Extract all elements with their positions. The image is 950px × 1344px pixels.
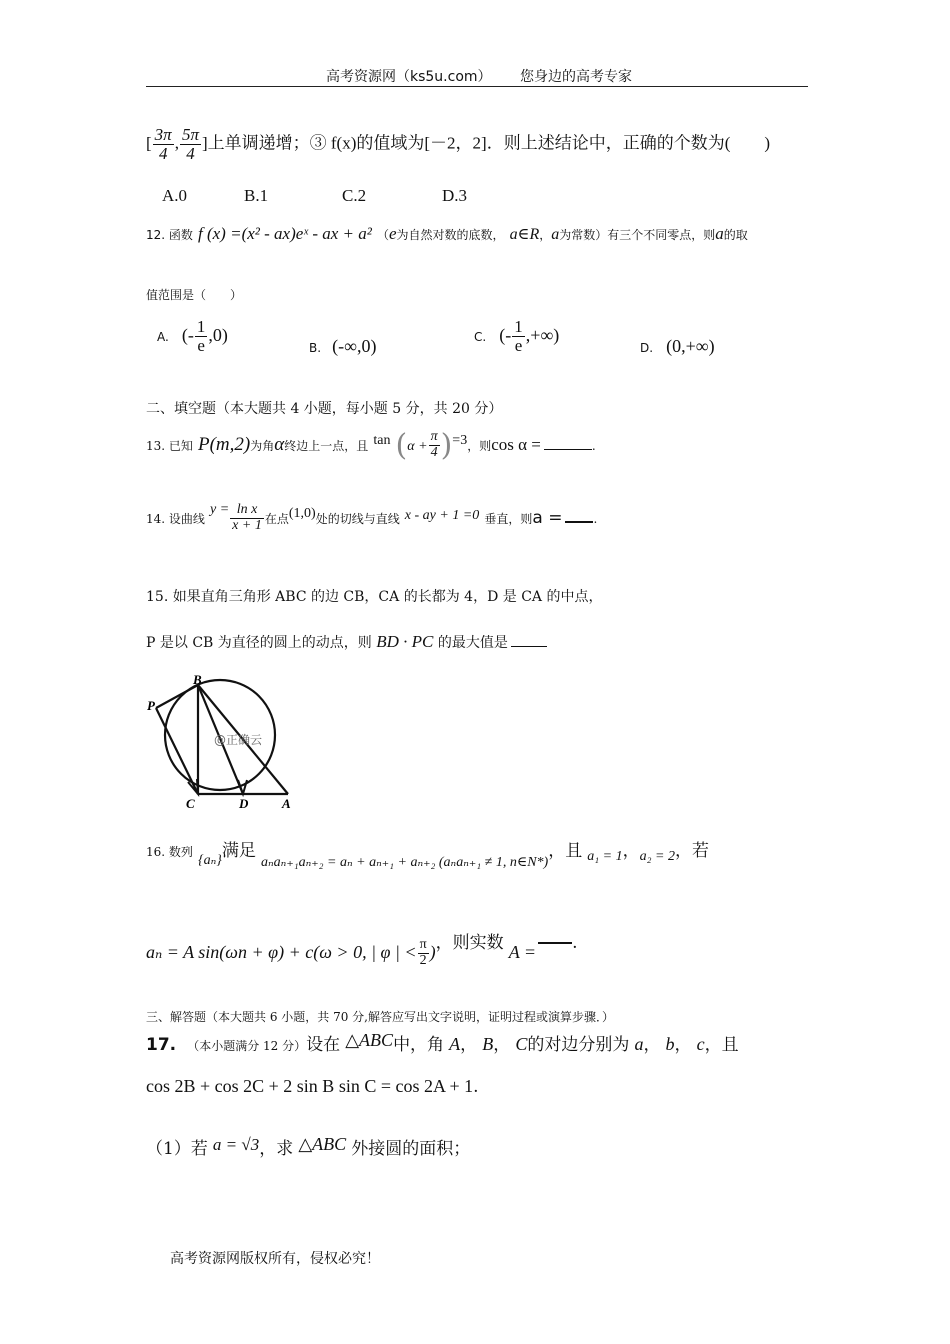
footer-text: 高考资源网版权所有，侵权必究！ <box>170 1251 380 1267</box>
q12-opt-d-label: D. <box>640 341 654 355</box>
q16-prefix: 16. 数列 <box>146 845 193 859</box>
q15-vector-product: BD · PC <box>376 632 434 651</box>
q13-line <box>146 428 596 463</box>
q16-relation: aₙaₙ₊₁aₙ₊₂ = aₙ + aₙ₊₁ + aₙ₊₂ (aₙaₙ₊₁ ≠ 1, n∈N*) <box>260 855 549 870</box>
q17-t4: ，且 <box>704 1035 739 1055</box>
q17-sep2: ， <box>493 1035 511 1055</box>
q15-watermark: @正确云 <box>214 733 263 747</box>
q16-pi-frac: $\frac{\pi}{2}$ <box>419 937 427 968</box>
q15-text-b: 的最大值是 <box>437 635 508 651</box>
q12-opt-a-pre: (- <box>181 324 194 345</box>
q16-a-eq: A = <box>508 942 537 962</box>
q15-figure <box>142 670 302 812</box>
q11-frac1: $\frac{3\pi}{4}$ <box>154 125 172 163</box>
q11-line <box>146 126 770 163</box>
q13-paren-left: ( <box>395 428 408 463</box>
q15-line2 <box>146 632 547 652</box>
q15-line1: 15. 如果直角三角形 ABC 的边 CB，CA 的长都为 4，D 是 CA 的中点， <box>146 589 603 605</box>
q13-t2: 终边上一点，且 <box>284 439 369 453</box>
q11-comma: , <box>174 133 179 153</box>
q12-opt-c-frac: $\frac{1}{e}$ <box>514 317 523 355</box>
q16-line1 <box>146 836 709 871</box>
header-rule <box>146 86 808 87</box>
q17-line2 <box>146 1076 479 1097</box>
q12-opt-a-frac: $\frac{1}{e}$ <box>196 317 206 355</box>
q15-label-a: A <box>282 796 291 811</box>
q11-option-d: D.3 <box>442 186 468 205</box>
q11-bracket: [ <box>146 133 152 153</box>
q12-opt-a-post: ,0) <box>208 324 228 345</box>
q17-score: （本小题满分 12 分） <box>187 1039 307 1053</box>
q15-line-pb <box>156 685 198 708</box>
q12-function: f (x) =(x² - ax)eˣ - ax + a² <box>198 224 372 243</box>
q16-line2 <box>146 928 578 969</box>
q15-label-c: C <box>186 796 195 811</box>
q15-label-p: P <box>147 698 155 713</box>
q17-side-c: c <box>696 1034 705 1054</box>
q14-frac: $\frac{\text{ln x}}{x + 1}$ <box>232 502 262 533</box>
q16-comma: ， <box>622 841 640 861</box>
q13-alpha: α <box>274 434 285 455</box>
q16-t1: 满足 <box>221 841 256 861</box>
q16-formula: aₙ = A sin(ωn + φ) + c(ω > 0, | φ | < <box>146 942 417 962</box>
q13-point: P(m,2) <box>198 434 251 455</box>
q16-close: ) <box>429 942 436 962</box>
q15-label-d: D <box>239 796 249 811</box>
q12-opt-c-label: C. <box>474 329 487 344</box>
q17-t2: 中，角 <box>393 1035 445 1055</box>
q12-a-in-r: a∈R <box>509 226 540 243</box>
q16-end: . <box>572 933 578 953</box>
q17-t3: 的对边分别为 <box>527 1035 630 1055</box>
q17-t1: 设在 <box>306 1035 341 1055</box>
q13-paren-right: ) <box>440 428 453 463</box>
q16-t4: ，则实数 <box>435 933 504 953</box>
q16-a2: a₂ = 2 <box>639 849 675 864</box>
q12-opt-a-label: A. <box>157 329 169 344</box>
q14-t2: 处的切线与直线 <box>315 512 400 526</box>
q12-number: 12. 函数 <box>146 228 193 242</box>
q12-line2: 值范围是（ ） <box>146 288 243 302</box>
q14-point: (1,0) <box>288 506 316 521</box>
q12-sep: ， <box>539 228 552 242</box>
q12-opt-b-label: B. <box>309 341 322 355</box>
q11-option-c: C.2 <box>342 186 367 205</box>
q12-line1 <box>146 224 748 244</box>
q14-line-eq: x - ay + 1 =0 <box>404 508 480 523</box>
q11-text: ]上单调递增；③ f(x)的值域为[－2，2]．则上述结论中，正确的个数为( ) <box>201 133 771 153</box>
q12-cond3: 的取 <box>723 228 748 242</box>
q12-e: e <box>388 224 397 243</box>
q15-label-b: B <box>193 672 202 687</box>
q17-part1-cond: a = √3 <box>212 1135 260 1154</box>
q12-option-a <box>157 318 228 355</box>
q16-seq: {aₙ} <box>198 853 222 868</box>
q12-opt-b-value: (-∞,0) <box>332 336 377 356</box>
q15-answer-blank[interactable] <box>511 646 547 647</box>
q16-answer-blank[interactable] <box>538 942 572 944</box>
header-slogan: 您身边的高考专家 <box>520 69 632 85</box>
q16-a1: a₁ = 1 <box>587 849 623 864</box>
q14-t3: 垂直，则 <box>484 512 533 526</box>
q11-option-a: A.0 <box>162 186 188 205</box>
q13-cos: cos α = <box>491 435 541 454</box>
q15-vector-pc <box>156 708 198 794</box>
q17-part1-b: ，求 <box>259 1139 294 1159</box>
header-site: 高考资源网（ks5u.com） <box>326 69 492 85</box>
q11-option-b: B.1 <box>244 186 269 205</box>
q16-t2: ，且 <box>548 841 583 861</box>
q13-answer-blank[interactable] <box>544 449 592 450</box>
q17-side-b: b <box>665 1034 675 1054</box>
q12-option-d <box>640 336 715 357</box>
q13-t1: 为角 <box>250 439 275 453</box>
section2-title: 二、填空题（本大题共 4 小题，每小题 5 分，共 20 分） <box>146 401 503 417</box>
q11-frac2: $\frac{5\pi}{4}$ <box>181 125 199 163</box>
q17-line1 <box>146 1030 739 1055</box>
q17-c-angle: C <box>515 1034 528 1054</box>
q12-cond1: 为自然对数的底数， <box>396 228 505 242</box>
q17-tri: △ABC <box>345 1030 394 1050</box>
q14-end: . <box>593 512 598 526</box>
q12-opt-d-value: (0,+∞) <box>666 336 715 356</box>
q14-t1: 在点 <box>264 512 289 526</box>
section3-title: 三、解答题（本大题共 6 小题，共 70 分,解答应写出文字说明，证明过程或演算步骤．） <box>146 1010 614 1024</box>
q12-a: a <box>551 226 560 243</box>
q17-end: . <box>473 1077 479 1097</box>
q17-equation: cos 2B + cos 2C + 2 sin B sin C = cos 2A + 1 <box>146 1076 474 1096</box>
q17-part1 <box>146 1134 470 1159</box>
q12-option-b <box>309 336 376 357</box>
q13-inner: α + <box>407 439 428 454</box>
q12-paren: （ <box>376 228 389 242</box>
q17-side-a: a <box>634 1034 644 1054</box>
q14-a-eq: a = <box>532 508 563 528</box>
q14-y-eq: y = <box>210 502 230 517</box>
q14-answer-blank[interactable] <box>565 521 593 523</box>
q17-sep3: ， <box>643 1035 661 1055</box>
q17-b-angle: B <box>482 1034 494 1054</box>
q13-pi-frac: $\frac{\pi}{4}$ <box>430 429 438 460</box>
q17-sep4: ， <box>674 1035 692 1055</box>
q17-a-angle: A <box>449 1034 461 1054</box>
q15-text-a: P 是以 CB 为直径的圆上的动点，则 <box>146 635 372 651</box>
q14-prefix: 14. 设曲线 <box>146 512 205 526</box>
q13-t3: ，则 <box>467 439 492 453</box>
q17-part1-a: （1）若 <box>146 1139 208 1159</box>
q17-number: 17. <box>146 1035 177 1055</box>
q12-cond2: 为常数）有三个不同零点，则 <box>559 228 716 242</box>
q17-part1-tri: △ABC <box>298 1134 347 1154</box>
q16-t3: ，若 <box>674 841 709 861</box>
q17-part1-c: 外接圆的面积； <box>351 1139 471 1159</box>
q13-tan: tan <box>373 433 391 448</box>
q12-opt-c-post: ,+∞) <box>525 324 560 345</box>
q12-option-c <box>474 318 559 355</box>
q12-a2: a <box>715 224 724 243</box>
q13-prefix: 13. 已知 <box>146 439 193 453</box>
q13-eq3: =3 <box>452 433 468 448</box>
q14-line <box>146 502 597 534</box>
q12-opt-c-pre: (- <box>499 324 512 345</box>
q13-end: . <box>591 439 596 453</box>
q17-sep1: ， <box>460 1035 478 1055</box>
